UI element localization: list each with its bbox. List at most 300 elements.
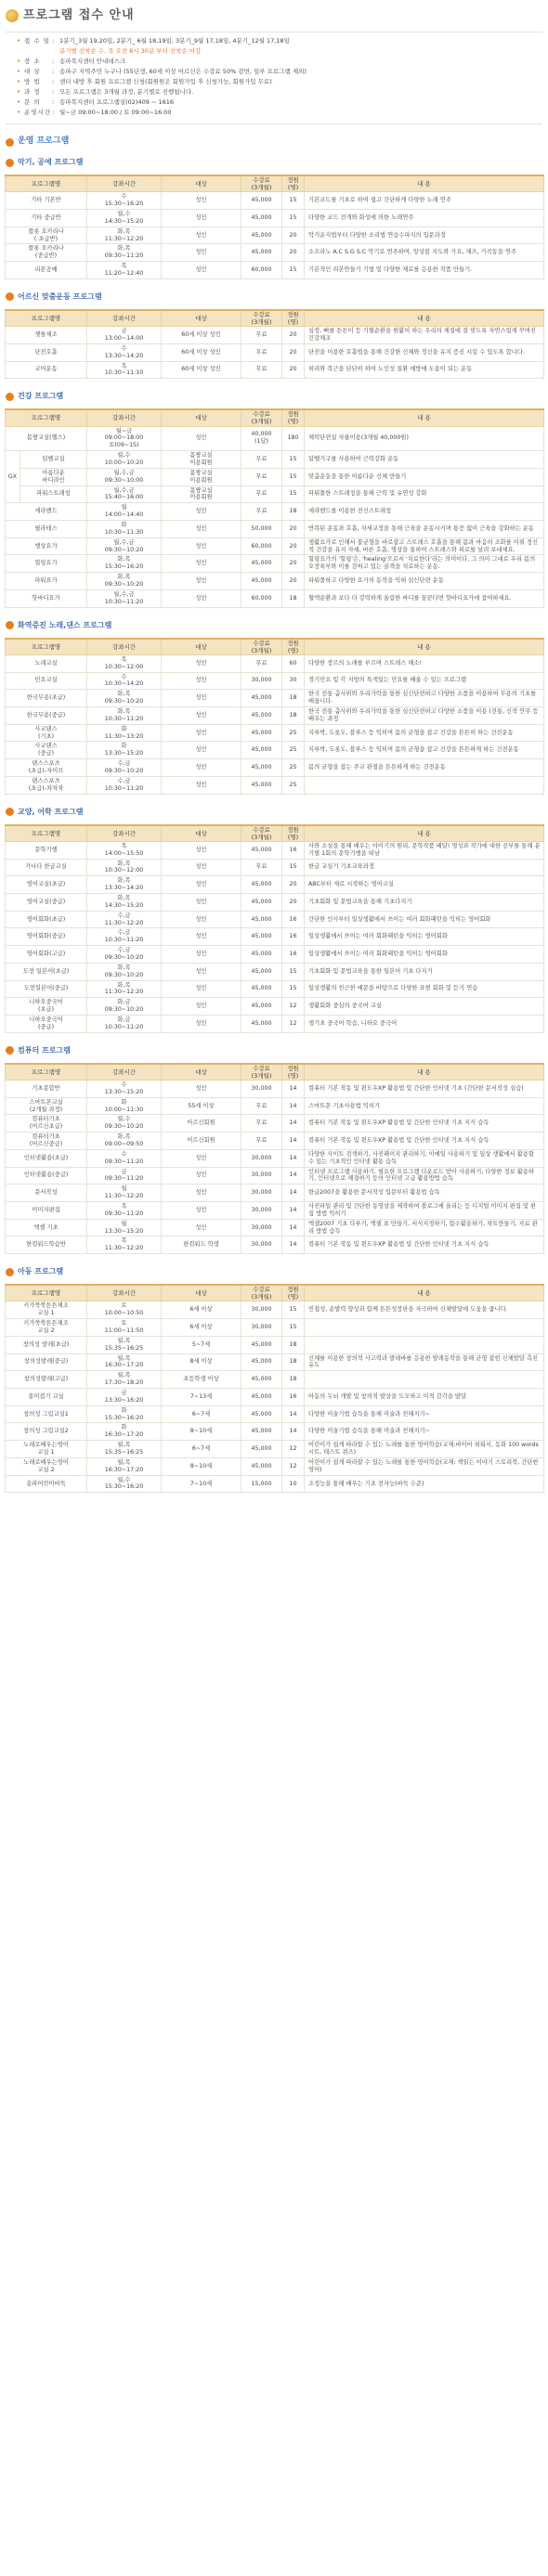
table-row — [6, 946, 544, 964]
cell-content: 인터넷 프로그램 사용하기, 필요한 프로그램 다운로드 받아 사용하기, 다양한 정보 활용하기, 인터넷으로 해결하기 등의 인터넷 고급 활용방법 습득 — [305, 1167, 544, 1184]
cell-fee: 30,000 — [241, 1319, 282, 1337]
info-value: 1분기_3월 19,20일, 2분기_ 6월 18,19일, 3분기_9월 17,18일, 4분기_12월 17,18일 — [59, 37, 290, 45]
cell-content: 맞춤운동을 통한 아름다운 신체 만들기 — [305, 468, 544, 485]
cell-fee: 무료 — [241, 654, 282, 672]
table-row — [6, 503, 544, 521]
cell-time: 수,금 09:30~10:20 — [87, 946, 162, 964]
cell-name: 창의성 그림교실2 — [6, 1423, 87, 1441]
cell-cap: 18 — [282, 589, 305, 607]
cell-content: 컴퓨터 기본 작동 및 윈도우XP 활용법 및 간단한 인터넷 기초 지식 습득 — [305, 1115, 544, 1133]
cell-target: 성인 — [162, 573, 241, 590]
info-colon: : — [52, 68, 55, 75]
cell-time: 화 11:30~13:20 — [87, 724, 162, 742]
table-header-row — [6, 1285, 544, 1301]
cell-fee: 45,000 — [241, 876, 282, 894]
cell-fee: 45,000 — [241, 1405, 282, 1423]
cell-target: 성인 — [162, 690, 241, 707]
cell-name: 한국무용(초급) — [6, 690, 87, 707]
cell-target: 성인 — [162, 1184, 241, 1202]
cell-name: 영어회화(초급) — [6, 911, 87, 928]
cell-time: 월 13:30~15:20 — [87, 1219, 162, 1236]
cell-name: 도전일본어(중급) — [6, 980, 87, 998]
program-table — [5, 638, 544, 795]
column-header-content: 내 용 — [305, 639, 544, 655]
cell-fee: 45,000 — [241, 724, 282, 742]
info-bullet-icon: • — [17, 37, 21, 45]
cell-fee: 45,000 — [241, 893, 282, 911]
cell-target: 초등학생 이상 — [162, 1371, 241, 1389]
cell-content: 경기민요 및 각 지방의 특색있는 민요를 배울 수 있는 프로그램 — [305, 672, 544, 690]
cell-fee: 30,000 — [241, 1149, 282, 1167]
cell-name: 기초종합반 — [6, 1080, 87, 1097]
cell-cap: 16 — [282, 946, 305, 964]
gx-group-label: GX — [6, 451, 20, 503]
cell-name: 한컴워드학습반 — [6, 1236, 87, 1254]
cell-time: 화,목 13:30~14:20 — [87, 876, 162, 894]
table-row — [6, 244, 544, 262]
cell-name: 기타 중급반 — [6, 209, 87, 227]
cell-fee: 무료 — [241, 451, 282, 469]
info-colon: : — [52, 98, 55, 106]
cell-name: 이미지편집 — [6, 1201, 87, 1219]
cell-cap: 14 — [282, 1405, 305, 1423]
program-table — [5, 309, 544, 379]
column-header-fee: 수강료 (3개월) — [241, 1064, 282, 1081]
cell-cap: 15 — [282, 485, 305, 503]
info-bullet-icon: • — [17, 78, 21, 85]
cell-fee: 무료 — [241, 361, 282, 379]
table-row — [6, 1301, 544, 1319]
cell-time: 목 09:30~11:20 — [87, 1201, 162, 1219]
cell-fee: 45,000 — [241, 841, 282, 859]
info-key: 대 상 — [24, 68, 41, 75]
column-header-target: 대상 — [162, 175, 241, 192]
cell-cap: 14 — [282, 1201, 305, 1219]
cell-fee: 45,000 — [241, 1371, 282, 1389]
info-row — [17, 109, 531, 119]
cell-time: 수,금 11:30~12:20 — [87, 911, 162, 928]
cell-time: 금 09:30~11:20 — [87, 1167, 162, 1184]
table-row — [6, 1441, 544, 1458]
table-row — [6, 485, 544, 503]
cell-time: 화,목 10:30~11:20 — [87, 706, 162, 724]
cell-cap: 15 — [282, 859, 305, 876]
section-dot-icon — [6, 621, 14, 629]
section-dot-icon — [6, 393, 14, 401]
cell-target: 성인 — [162, 893, 241, 911]
column-header-content: 내 용 — [305, 310, 544, 327]
cell-time: 화,목 09:30~10:20 — [87, 690, 162, 707]
cell-target: 6세 이상 — [162, 1319, 241, 1337]
cell-name: 창의성발레(고급) — [6, 1371, 87, 1389]
cell-cap: 16 — [282, 841, 305, 859]
cell-time: 수 15:30~16:20 — [87, 192, 162, 210]
cell-content: 소프라노 A.C S.G S.C 악기로 연주하며, 앙상블 지도와 가요, 재즈, 가곡동을 연주 — [305, 244, 544, 262]
cell-fee: 15,000 — [241, 1475, 282, 1493]
info-bullet-icon: • — [17, 98, 21, 106]
cell-fee: 45,000 — [241, 1336, 282, 1353]
info-row — [17, 98, 531, 109]
cell-content: 간단한 인사부터 일상생활에서 쓰이는 여러 회화패턴을 익히는 영어회화 — [305, 911, 544, 928]
cell-cap: 18 — [282, 1371, 305, 1389]
section-title: 아동 프로그램 — [18, 1267, 64, 1276]
column-header-cap: 정원 (명) — [282, 409, 305, 426]
cell-fee: 45,000 — [241, 573, 282, 590]
cell-time: 월,수 10:00~10:20 — [87, 451, 162, 469]
table-row — [6, 1184, 544, 1202]
info-row — [17, 78, 531, 88]
cell-content: 다양한 코드 전개와 화성에 의한 노래연주 — [305, 209, 544, 227]
cell-time: 금 13:30~16:20 — [87, 1388, 162, 1405]
column-header-cap: 정원 (명) — [282, 825, 305, 842]
cell-time: 화,목 14:30~15:20 — [87, 893, 162, 911]
info-row — [17, 47, 531, 58]
cell-name: 송파어린이바둑 — [6, 1475, 87, 1493]
column-header-program: 프로그램명 — [6, 175, 87, 192]
column-header-target: 대상 — [162, 409, 241, 426]
program-table — [5, 1063, 544, 1254]
table-row — [6, 1353, 544, 1371]
cell-cap: 15 — [282, 209, 305, 227]
cell-time: 화 15:30~16:20 — [87, 1405, 162, 1423]
cell-fee: 45,000 — [241, 227, 282, 244]
cell-content — [305, 776, 544, 794]
cell-fee: 30,000 — [241, 1236, 282, 1254]
section-title: 건강 프로그램 — [18, 392, 64, 401]
cell-name: 단전호흡 — [6, 343, 87, 361]
cell-fee: 무료 — [241, 343, 282, 361]
table-row — [6, 1423, 544, 1441]
cell-fee: 무료 — [241, 485, 282, 503]
table-row — [6, 724, 544, 742]
cell-name: 힐링요가 — [6, 555, 87, 573]
info-value: 송파복지센터 프로그램실(02)409 ~ 1616 — [59, 98, 175, 106]
cell-content: 스마트폰 기초사용법 익히기 — [305, 1097, 544, 1115]
column-header-target: 대상 — [162, 639, 241, 655]
cell-target: 성인 — [162, 841, 241, 859]
program-sections — [0, 154, 548, 1493]
cell-content: 한국 전통 춤사위와 우리가락을 통한 심신단련하고 다양한 소품을 이용하여 무용의 기초를 배웁니다. — [305, 690, 544, 707]
cell-target: 성인 — [162, 859, 241, 876]
cell-cap: 20 — [282, 537, 305, 555]
cell-cap: 15 — [282, 192, 305, 210]
section-heading — [6, 154, 542, 171]
section-dot-icon — [6, 159, 14, 167]
cell-fee: 30,000 — [241, 1201, 282, 1219]
cell-fee: 30,000 — [241, 1080, 282, 1097]
cell-name: 니하오중국어 (중급) — [6, 1015, 87, 1032]
cell-name: 창의성 그림교실1 — [6, 1405, 87, 1423]
cell-target: 어르신회원 — [162, 1133, 241, 1150]
cell-target: 7~13세 — [162, 1388, 241, 1405]
cell-cap: 16 — [282, 911, 305, 928]
title-bullet-icon — [6, 9, 19, 22]
column-header-cap: 정원 (명) — [282, 175, 305, 192]
section-title: 어르신 맞춤운동 프로그램 — [18, 291, 102, 301]
table-row — [6, 1167, 544, 1184]
cell-content: 혈액순환과 보다 더 강력하게 올림한 바디를 꿈꾼다면 핫바디요가에 참여하세요. — [305, 589, 544, 607]
cell-content: 일상생활에서 쓰이는 여러 회화패턴을 익히는 영어회화 — [305, 946, 544, 964]
cell-cap: 180 — [282, 426, 305, 451]
cell-fee: 무료 — [241, 1097, 282, 1115]
column-header-fee: 수강료 (3개월) — [241, 409, 282, 426]
cell-fee: 45,000 — [241, 928, 282, 946]
table-row — [6, 1080, 544, 1097]
section-title: 컴퓨터 프로그램 — [18, 1045, 71, 1055]
info-key: 과 정 — [24, 88, 41, 96]
table-row — [6, 1015, 544, 1032]
table-header-row — [6, 639, 544, 655]
table-row — [6, 426, 544, 451]
info-row — [17, 37, 531, 47]
column-header-content: 내 용 — [305, 409, 544, 426]
column-header-content: 내 용 — [305, 175, 544, 192]
cell-content: 민첩성, 순발력 향상과 함께 튼튼성장판을 자극하여 신체발달에 도움을 줍니다. — [305, 1301, 544, 1319]
cell-content: 신체를 이용한 창의적 사고력과 발레바를 응용한 발레동작을 통해 균형 잡힌 신체발달 촉진 유도 — [305, 1353, 544, 1371]
page-title: 프로그램 접수 안내 — [23, 7, 135, 22]
cell-time: 수 13:30~15:20 — [87, 1080, 162, 1097]
program-table — [5, 824, 544, 1033]
cell-content: 사진파일 관리 및 간단한 동영상을 제작하여 블로그에 올리는 등 디지털 이미지 편집 및 편집 방법 익히기 — [305, 1201, 544, 1219]
cell-name: 노래교실 — [6, 654, 87, 672]
cell-name: 인터넷활용(초급) — [6, 1149, 87, 1167]
cell-time: 화,목 11:30~12:20 — [87, 227, 162, 244]
column-header-time: 강좌시간 — [87, 1064, 162, 1081]
section-heading — [6, 1263, 542, 1280]
info-bullet-icon: • — [17, 58, 21, 65]
cell-name: 파워요가 — [6, 573, 87, 590]
table-row — [6, 1149, 544, 1167]
cell-fee: 무료 — [241, 1115, 282, 1133]
table-header-row — [6, 175, 544, 192]
cell-time: 월,목 16:30~17:20 — [87, 1457, 162, 1475]
cell-name: 키가쑥쑥튼튼체조 교실 1 — [6, 1301, 87, 1319]
cell-time: 화,목 09:30~10:20 — [87, 963, 162, 980]
cell-cap: 12 — [282, 1457, 305, 1475]
table-row — [6, 690, 544, 707]
column-header-time: 강좌시간 — [87, 825, 162, 842]
column-header-fee: 수강료 (3개월) — [241, 639, 282, 655]
cell-name: 노래로배우는영어 교실 2 — [6, 1457, 87, 1475]
cell-time: 월,수 14:30~15:20 — [87, 209, 162, 227]
cell-content: 생활요가로 인해서 불균형을 바로잡고 스트레스 호흡을 통해 몸과 마음의 조화를 이뤄 정신적 건강을 유지 자세, 바른 호흡, 명상을 통하여 스트레스와 피로를 날려 보내세요. — [305, 537, 544, 555]
info-row — [17, 88, 531, 98]
cell-time: 화,목 09:30~10:20 — [87, 573, 162, 590]
cell-cap: 10 — [282, 1475, 305, 1493]
cell-target: 성인 — [162, 1149, 241, 1167]
table-row — [6, 555, 544, 573]
cell-target: 성인 — [162, 192, 241, 210]
cell-target: 성인 — [162, 759, 241, 777]
cell-target: 6~7세 — [162, 1405, 241, 1423]
cell-target: 8~10세 — [162, 1423, 241, 1441]
cell-time: 월,수,금 10:30~11:20 — [87, 589, 162, 607]
cell-time: 월 11:30~12:20 — [87, 1184, 162, 1202]
column-header-fee: 수강료 (3개월) — [241, 825, 282, 842]
cell-cap: 16 — [282, 928, 305, 946]
program-table — [5, 175, 544, 279]
info-key: 방 법 — [24, 78, 41, 85]
cell-fee: 45,000 — [241, 1015, 282, 1032]
column-header-fee: 수강료 (3개월) — [241, 175, 282, 192]
cell-fee: 45,000 — [241, 1457, 282, 1475]
cell-time: 월,수 15:30~16:20 — [87, 1475, 162, 1493]
cell-cap: 18 — [282, 503, 305, 521]
info-row — [17, 68, 531, 78]
cell-name: 문학기행 — [6, 841, 87, 859]
cell-time: 금 13:00~14:00 — [87, 327, 162, 344]
table-row — [6, 1133, 544, 1150]
cell-fee: 45,000 — [241, 1423, 282, 1441]
cell-fee: 무료 — [241, 503, 282, 521]
main-section-title: 운영 프로그램 — [18, 136, 70, 147]
cell-fee: 60,000 — [241, 262, 282, 279]
cell-cap: 14 — [282, 1097, 305, 1115]
cell-cap: 14 — [282, 1423, 305, 1441]
cell-time: 화 13:30~15:20 — [87, 742, 162, 759]
cell-target: 7~10세 — [162, 1475, 241, 1493]
info-value: 송파구 지역주민 누구나 (55년생, 60세 이상 어르신은 수강료 50% 감면, 일부 프로그램 제외) — [59, 68, 307, 75]
cell-cap: 20 — [282, 573, 305, 590]
cell-fee: 무료 — [241, 468, 282, 485]
info-colon: : — [52, 58, 55, 65]
info-value: 월~금 09:00~18:00 / 토 09:00~16:00 — [59, 109, 172, 116]
table-row — [6, 262, 544, 279]
cell-target: 성인 — [162, 980, 241, 998]
cell-name: 코어운동 — [6, 361, 87, 379]
column-header-target: 대상 — [162, 1064, 241, 1081]
info-key: 운영시간 — [24, 109, 52, 116]
cell-cap: 20 — [282, 893, 305, 911]
cell-target: 한컴워드 학생 — [162, 1236, 241, 1254]
cell-content: 컴퓨터 기본 작동 및 윈도우XP 활용법 및 간단한 인터넷 기초 지식 습득 — [305, 1133, 544, 1150]
cell-cap: 15 — [282, 1319, 305, 1337]
cell-target: 성인 — [162, 876, 241, 894]
cell-fee: 30,000 — [241, 672, 282, 690]
cell-time: 토 11:00~11:50 — [87, 1319, 162, 1337]
table-row — [6, 1405, 544, 1423]
cell-time: 수,금 10:30~11:20 — [87, 776, 162, 794]
info-value: 모든 프로그램은 3개월 과정, 분기별로 진행됩니다. — [59, 88, 194, 96]
cell-cap: 15 — [282, 980, 305, 998]
cell-cap: 18 — [282, 690, 305, 707]
cell-content — [305, 1336, 544, 1353]
cell-name: 키가쑥쑥튼튼체조 교실 2 — [6, 1319, 87, 1337]
info-bullet-icon: • — [17, 109, 21, 116]
column-header-time: 강좌시간 — [87, 310, 162, 327]
cell-content: 아동의 두뇌 개발 및 창의적 발상을 도모하고 미적 감각을 발달 — [305, 1388, 544, 1405]
section-heading — [6, 289, 542, 305]
table-row — [6, 1457, 544, 1475]
cell-target: 성인 — [162, 654, 241, 672]
column-header-target: 대상 — [162, 310, 241, 327]
table-row — [6, 1115, 544, 1133]
cell-fee: 30,000 — [241, 1301, 282, 1319]
cell-content: 생기초 중국어 학습, 니하오 중국어 — [305, 1015, 544, 1032]
cell-content: 사와 소설을 통해 배우는 아이기의 원리, 문학작품 배달! 명성과 작가에 대한 공부를 통해 분기별 1회의 문학기행을 떠남 — [305, 841, 544, 859]
cell-cap: 14 — [282, 1080, 305, 1097]
cell-content: 반복된 운동과 호흡, 자세교정을 통해 근육을 운동시키며 통증 없이 근육을 강화하는 운동 — [305, 520, 544, 537]
table-row — [6, 343, 544, 361]
section-title: 교양, 어학 프로그램 — [18, 807, 84, 816]
cell-target: 성인 — [162, 589, 241, 607]
main-section-heading — [6, 134, 542, 150]
cell-content: 기본적인 리본만들기 기법 및 다양한 재료를 응용한 작품 만들기. — [305, 262, 544, 279]
cell-time: 월,수 09:30~10:20 — [87, 1115, 162, 1133]
column-header-fee: 수강료 (3개월) — [241, 1285, 282, 1301]
cell-fee: 45,000 — [241, 1388, 282, 1405]
cell-name: 민요교실 — [6, 672, 87, 690]
table-row — [6, 589, 544, 607]
table-row — [6, 672, 544, 690]
cell-time: 월,목 17:30~18:20 — [87, 1371, 162, 1389]
table-row — [6, 520, 544, 537]
cell-fee: 60,000 — [241, 589, 282, 607]
table-row — [6, 1371, 544, 1389]
cell-name: 핫바디요가 — [6, 589, 87, 607]
cell-content: 파워풀하고 다양한 요가의 동작을 익혀 심신단련 운동 — [305, 573, 544, 590]
cell-content: 지루박, 도롯도, 블루스 등 익히며 몸의 균형을 잡고 건강을 튼튼하게 하는 건전운동 — [305, 742, 544, 759]
cell-target: 성인 — [162, 1219, 241, 1236]
program-table — [5, 1284, 544, 1493]
cell-content — [305, 1319, 544, 1337]
table-header-row — [6, 825, 544, 842]
cell-cap: 20 — [282, 227, 305, 244]
cell-time: 목 10:30~11:10 — [87, 361, 162, 379]
cell-fee: 45,000 — [241, 946, 282, 964]
cell-time: 수 09:30~11:20 — [87, 1149, 162, 1167]
cell-name: 스마트폰교실 (2개월 과정) — [6, 1097, 87, 1115]
cell-name: 영어교실(중급) — [6, 893, 87, 911]
column-header-fee: 수강료 (3개월) — [241, 310, 282, 327]
column-header-target: 대상 — [162, 825, 241, 842]
cell-name: 플롯 오카리나 ( 초급반) — [6, 227, 87, 244]
cell-name: 영어교실(초급) — [6, 876, 87, 894]
cell-target: 성인 — [162, 426, 241, 451]
cell-content: 다양한 미술기법 습득을 통해 미술과 친해지기~ — [305, 1423, 544, 1441]
cell-time: 화,목 09:00~09:50 — [87, 1133, 162, 1150]
cell-cap: 25 — [282, 742, 305, 759]
table-row — [6, 327, 544, 344]
cell-cap: 12 — [282, 998, 305, 1016]
cell-time: 월,목 15:35~16:25 — [87, 1441, 162, 1458]
cell-name: 리본공예 — [6, 262, 87, 279]
table-row — [6, 963, 544, 980]
cell-content: 어린이가 쉽게 따라할 수 있는 노래를 통한 영어학습(교재: 책읽는 이야기 스토리북, 간단한 영어) — [305, 1457, 544, 1475]
table-row — [6, 227, 544, 244]
cell-time: 수 10:30~14:20 — [87, 672, 162, 690]
table-row — [6, 742, 544, 759]
cell-target: 성인 — [162, 244, 241, 262]
cell-content: 컴퓨터 기본 작동 및 윈도우XP 활용법 및 간단한 인터넷 기초 지식 습득 — [305, 1236, 544, 1254]
section-dot-icon — [6, 808, 14, 816]
table-row — [6, 1475, 544, 1493]
cell-cap: 20 — [282, 327, 305, 344]
cell-time: 화 10:30~11:30 — [87, 520, 162, 537]
cell-fee: 무료 — [241, 1133, 282, 1150]
cell-cap: 15 — [282, 1301, 305, 1319]
table-row — [6, 1097, 544, 1115]
cell-time: 토 10:00~10:50 — [87, 1301, 162, 1319]
table-row — [6, 841, 544, 859]
cell-fee: 45,000 — [241, 742, 282, 759]
table-row — [6, 928, 544, 946]
cell-name: 영어회화(고급) — [6, 946, 87, 964]
cell-time: 화,목 10:30~12:00 — [87, 859, 162, 876]
column-header-content: 내 용 — [305, 825, 544, 842]
cell-time: 월,수,금 09:30~10:00 — [87, 468, 162, 485]
cell-time: 수 13:30~14:20 — [87, 343, 162, 361]
